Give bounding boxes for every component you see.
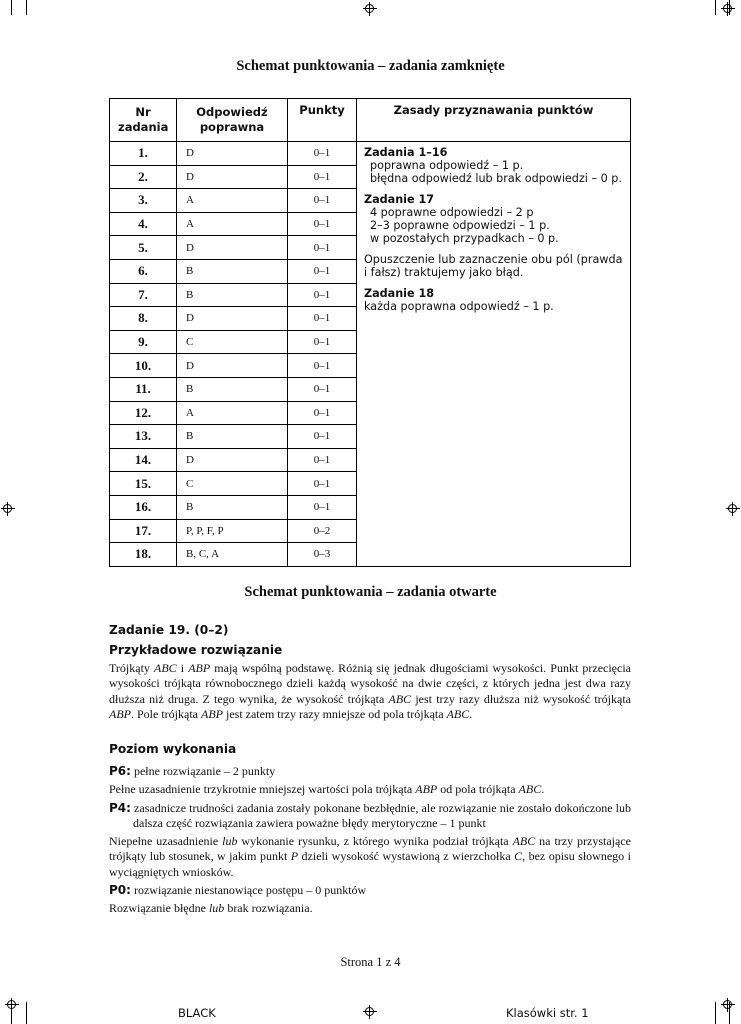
points-cell: 0–1 xyxy=(288,472,357,496)
answer-cell: B xyxy=(177,377,288,401)
header-rules: Zasady przyznawania punktów xyxy=(357,99,631,142)
task-number-cell: 13. xyxy=(110,425,177,449)
page-number: Strona 1 z 4 xyxy=(340,955,401,969)
answer-cell: D xyxy=(177,236,288,260)
points-cell: 0–2 xyxy=(288,519,357,543)
rule-line: 2–3 poprawne odpowiedzi – 1 p. xyxy=(370,219,550,232)
level-p0: P0: rozwiązanie niestanowiące postępu – 0 punktów xyxy=(109,883,367,897)
closed-tasks-title: Schemat punktowania – zadania zamknięte xyxy=(236,58,505,74)
task-number-cell: 6. xyxy=(110,259,177,283)
rule-note: Opuszczenie lub zaznaczenie obu pól (prawda i fałsz) traktujemy jako błąd. xyxy=(364,253,623,279)
answer-cell: D xyxy=(177,307,288,331)
task-number-cell: 5. xyxy=(110,236,177,260)
points-cell: 0–1 xyxy=(288,377,357,401)
task-number-cell: 8. xyxy=(110,307,177,331)
level-p0-description: Rozwiązanie błędne lub brak rozwiązania. xyxy=(109,901,313,915)
registration-mark-icon xyxy=(5,998,19,1012)
levels-heading: Poziom wykonania xyxy=(109,742,237,756)
points-cell: 0–1 xyxy=(288,189,357,213)
points-cell: 0–1 xyxy=(288,259,357,283)
points-cell: 0–1 xyxy=(288,283,357,307)
task-number-cell: 4. xyxy=(110,212,177,236)
points-cell: 0–1 xyxy=(288,330,357,354)
footer-page-label: Klasówki str. 1 xyxy=(506,1006,589,1020)
rule-line: 4 poprawne odpowiedzi – 2 p xyxy=(370,206,534,219)
task-number-cell: 9. xyxy=(110,330,177,354)
task-number-cell: 7. xyxy=(110,283,177,307)
crop-mark xyxy=(26,1002,27,1024)
rule-line: w pozostałych przypadkach – 0 p. xyxy=(370,232,559,245)
points-cell: 0–1 xyxy=(288,142,357,166)
task-number-cell: 14. xyxy=(110,448,177,472)
level-p6: P6: pełne rozwiązanie – 2 punkty xyxy=(109,764,276,778)
answer-cell: D xyxy=(177,165,288,189)
answer-cell: P, P, F, P xyxy=(177,519,288,543)
task-number-cell: 10. xyxy=(110,354,177,378)
points-cell: 0–1 xyxy=(288,354,357,378)
answer-cell: C xyxy=(177,472,288,496)
task-number-cell: 1. xyxy=(110,142,177,166)
answer-cell: A xyxy=(177,212,288,236)
registration-mark-icon xyxy=(721,998,735,1012)
answer-key-table xyxy=(109,98,631,567)
level-p4-description: Niepełne uzasadnienie lub wykonanie rysunku, z którego wynika podział trójkąta ABC na trzy przystające trójkąty lub stosunek, w jakim punkt P dzieli wysokość wystawioną z wierzchołka C, bez opisu słownego i wyciągniętych wniosków. xyxy=(109,834,631,879)
task-number-cell: 18. xyxy=(110,543,177,567)
answer-cell: B xyxy=(177,259,288,283)
points-cell: 0–1 xyxy=(288,236,357,260)
table-row xyxy=(110,142,631,166)
points-cell: 0–1 xyxy=(288,425,357,449)
points-cell: 0–1 xyxy=(288,307,357,331)
task-number-cell: 12. xyxy=(110,401,177,425)
open-tasks-title: Schemat punktowania – zadania otwarte xyxy=(244,584,497,600)
header-answer: Odpowiedź poprawna xyxy=(177,99,288,142)
task-number-cell: 2. xyxy=(110,165,177,189)
table-header-row xyxy=(110,99,631,142)
rules-heading: Zadania 1–16 xyxy=(364,146,448,159)
task-number-cell: 3. xyxy=(110,189,177,213)
crop-mark xyxy=(715,1002,716,1024)
registration-mark-icon xyxy=(1,502,15,516)
registration-mark-icon xyxy=(726,502,740,516)
rules-heading: Zadanie 17 xyxy=(364,193,435,206)
registration-mark-icon xyxy=(721,2,735,16)
solution-heading: Przykładowe rozwiązanie xyxy=(109,643,283,657)
crop-mark xyxy=(11,0,12,15)
points-cell: 0–1 xyxy=(288,448,357,472)
answer-cell: C xyxy=(177,330,288,354)
crop-mark xyxy=(26,0,27,15)
points-cell: 0–1 xyxy=(288,495,357,519)
task-title: Zadanie 19. (0–2) xyxy=(109,623,229,637)
level-p6-description: Pełne uzasadnienie trzykrotnie mniejszej wartości pola trójkąta ABP od pola trójkąta ABC. xyxy=(109,782,545,796)
answer-cell: B xyxy=(177,283,288,307)
header-points: Punkty xyxy=(288,99,357,142)
rules-heading: Zadanie 18 xyxy=(364,287,435,300)
footer-color-label: BLACK xyxy=(178,1006,216,1020)
task-number-cell: 15. xyxy=(110,472,177,496)
task-number-cell: 11. xyxy=(110,377,177,401)
rule-line: błędna odpowiedź lub brak odpowiedzi – 0 p. xyxy=(370,172,622,185)
points-cell: 0–1 xyxy=(288,401,357,425)
level-p4: P4: zasadnicze trudności zadania zostały pokonane bezbłędnie, ale rozwiązanie nie zostało dokończone lub dalsza część rozwiązania zawiera poważne błędy merytoryczne – 1 punkt xyxy=(109,801,631,831)
answer-cell: B xyxy=(177,495,288,519)
solution-text: Trójkąty ABC i ABP mają wspólną podstawę. Różnią się jednak długościami wysokości. Punkt przecięcia wysokości trójkąta równobocznego dzieli każdą wysokość na dwie części, z których jedna jest dwa razy dłuższa niż druga. Z tego wynika, że wysokość trójkąta ABC jest trzy razy dłuższa niż wysokość trójkąta ABP. Pole trójkąta ABP jest zatem trzy razy mniejsze od pola trójkąta ABC. xyxy=(109,661,631,721)
answer-cell: D xyxy=(177,354,288,378)
registration-mark-icon xyxy=(363,1005,377,1019)
answer-cell: A xyxy=(177,401,288,425)
rule-line: poprawna odpowiedź – 1 p. xyxy=(370,159,524,172)
answer-cell: B, C, A xyxy=(177,543,288,567)
points-cell: 0–1 xyxy=(288,212,357,236)
answer-cell: D xyxy=(177,142,288,166)
header-nr: Nr zadania xyxy=(110,99,177,142)
answer-cell: B xyxy=(177,425,288,449)
registration-mark-icon xyxy=(363,2,377,16)
answer-cell: D xyxy=(177,448,288,472)
task-number-cell: 16. xyxy=(110,495,177,519)
scoring-rules-cell xyxy=(357,142,631,567)
points-cell: 0–1 xyxy=(288,165,357,189)
rule-line: każda poprawna odpowiedź – 1 p. xyxy=(364,300,554,313)
points-cell: 0–3 xyxy=(288,543,357,567)
answer-cell: A xyxy=(177,189,288,213)
task-number-cell: 17. xyxy=(110,519,177,543)
crop-mark xyxy=(715,0,716,15)
